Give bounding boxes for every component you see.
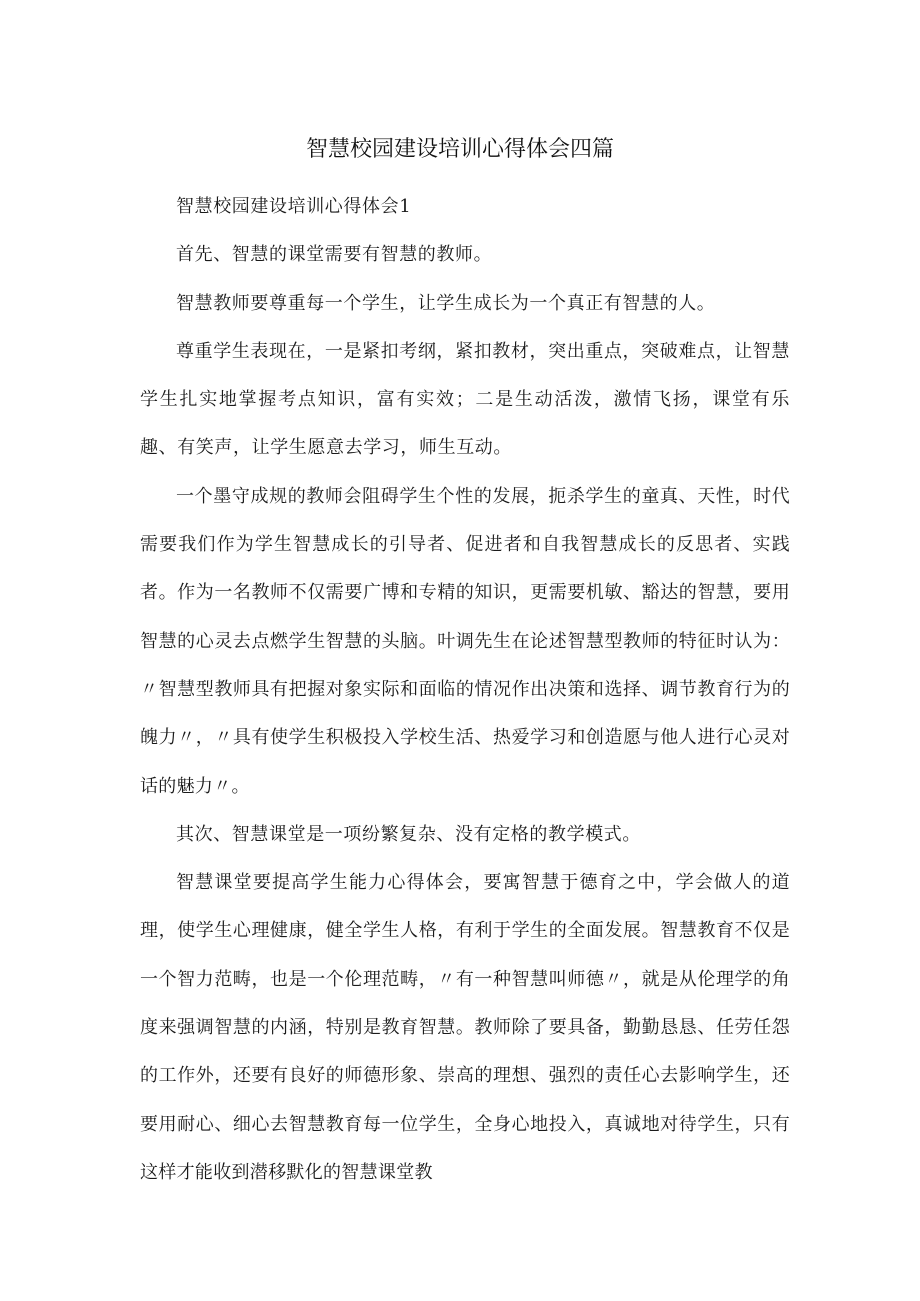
paragraph: 其次、智慧课堂是一项纷繁复杂、没有定格的教学模式。: [176, 823, 641, 845]
paragraph: 智慧课堂要提高学生能力心得体会，要寓智慧于德育之中，学会做人的道理，使学生心理健康，健全学生人格，有利于学生的全面发展。智慧教育不仅是一个智力范畴，也是一个伦理范畴，〃有一种智慧叫师德〃，就是从伦理学的角度来强调智慧的内涵，特别是教育智慧。教师除了要具备，勤勤恳恳、任劳任怨的工作外，还要有良好的师德形象、崇高的理想、强烈的责任心去影响学生，还要用耐心、细心去智慧教育每一位学生，全身心地投入，真诚地对待学生，只有这样才能收到潜移默化的智慧课堂教: [140, 872, 790, 1183]
section-heading: 智慧校园建设培训心得体会1: [176, 196, 412, 217]
document-body: [140, 183, 790, 1197]
paragraph: 智慧教师要尊重每一个学生，让学生成长为一个真正有智慧的人。: [176, 292, 716, 314]
document-title: 智慧校园建设培训心得体会四篇: [305, 137, 614, 162]
paragraph: 一个墨守成规的教师会阻碍学生个性的发展，扼杀学生的童真、天性，时代需要我们作为学生智慧成长的引导者、促进者和自我智慧成长的反思者、实践者。作为一名教师不仅需要广博和专精的知识，更需要机敏、豁达的智慧，要用智慧的心灵去点燃学生智慧的头脑。叶调先生在论述智慧型教师的特征时认为：〃智慧型教师具有把握对象实际和面临的情况作出决策和选择、调节教育行为的魄力〃，〃具有使学生积极投入学校生活、热爱学习和创造愿与他人进行心灵对话的魅力〃。: [140, 485, 790, 797]
paragraph: 尊重学生表现在，一是紧扣考纲，紧扣教材，突出重点，突破难点，让智慧学生扎实地掌握考点知识，富有实效；二是生动活泼，激情飞扬，课堂有乐趣、有笑声，让学生愿意去学习，师生互动。: [140, 340, 790, 459]
paragraph: 首先、智慧的课堂需要有智慧的教师。: [176, 244, 493, 266]
